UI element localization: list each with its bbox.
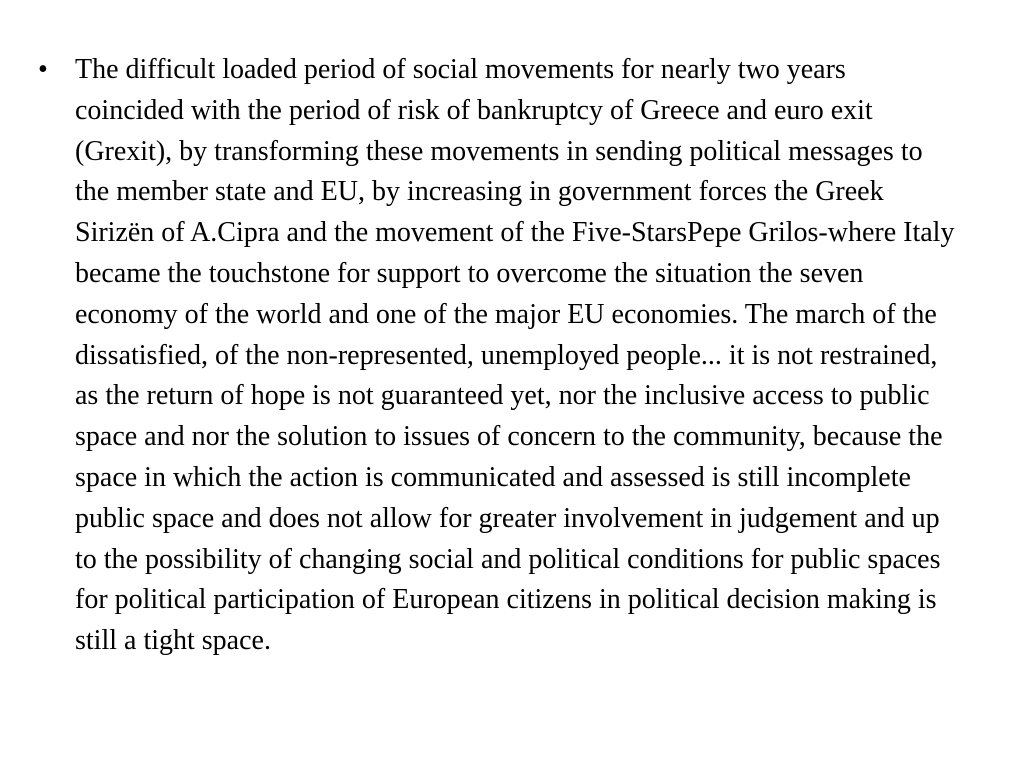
bullet-item: [38, 50, 958, 662]
bullet-marker: •: [38, 54, 48, 85]
bullet-list: [38, 50, 958, 662]
bullet-paragraph: The difficult loaded period of social movements for nearly two years coincided with the period of risk of bankruptcy of Greece and euro exit (Grexit), by transforming these movements in sending political messages to the member state and EU, by increasing in government forces the Greek Sirizën of A.Cipra and the movement of the Five-StarsPepe Grilos-where Italy became the touchstone for support to overcome the situation the seven economy of the world and one of the major EU economies. The march of the dissatisfied, of the non-represented, unemployed people... it is not restrained, as the return of hope is not guaranteed yet, nor the inclusive access to public space and nor the solution to issues of concern to the community, because the space in which the action is communicated and assessed is still incomplete public space and does not allow for greater involvement in judgement and up to the possibility of changing social and political conditions for public spaces for political participation of European citizens in political decision making is still a tight space.: [75, 54, 955, 657]
